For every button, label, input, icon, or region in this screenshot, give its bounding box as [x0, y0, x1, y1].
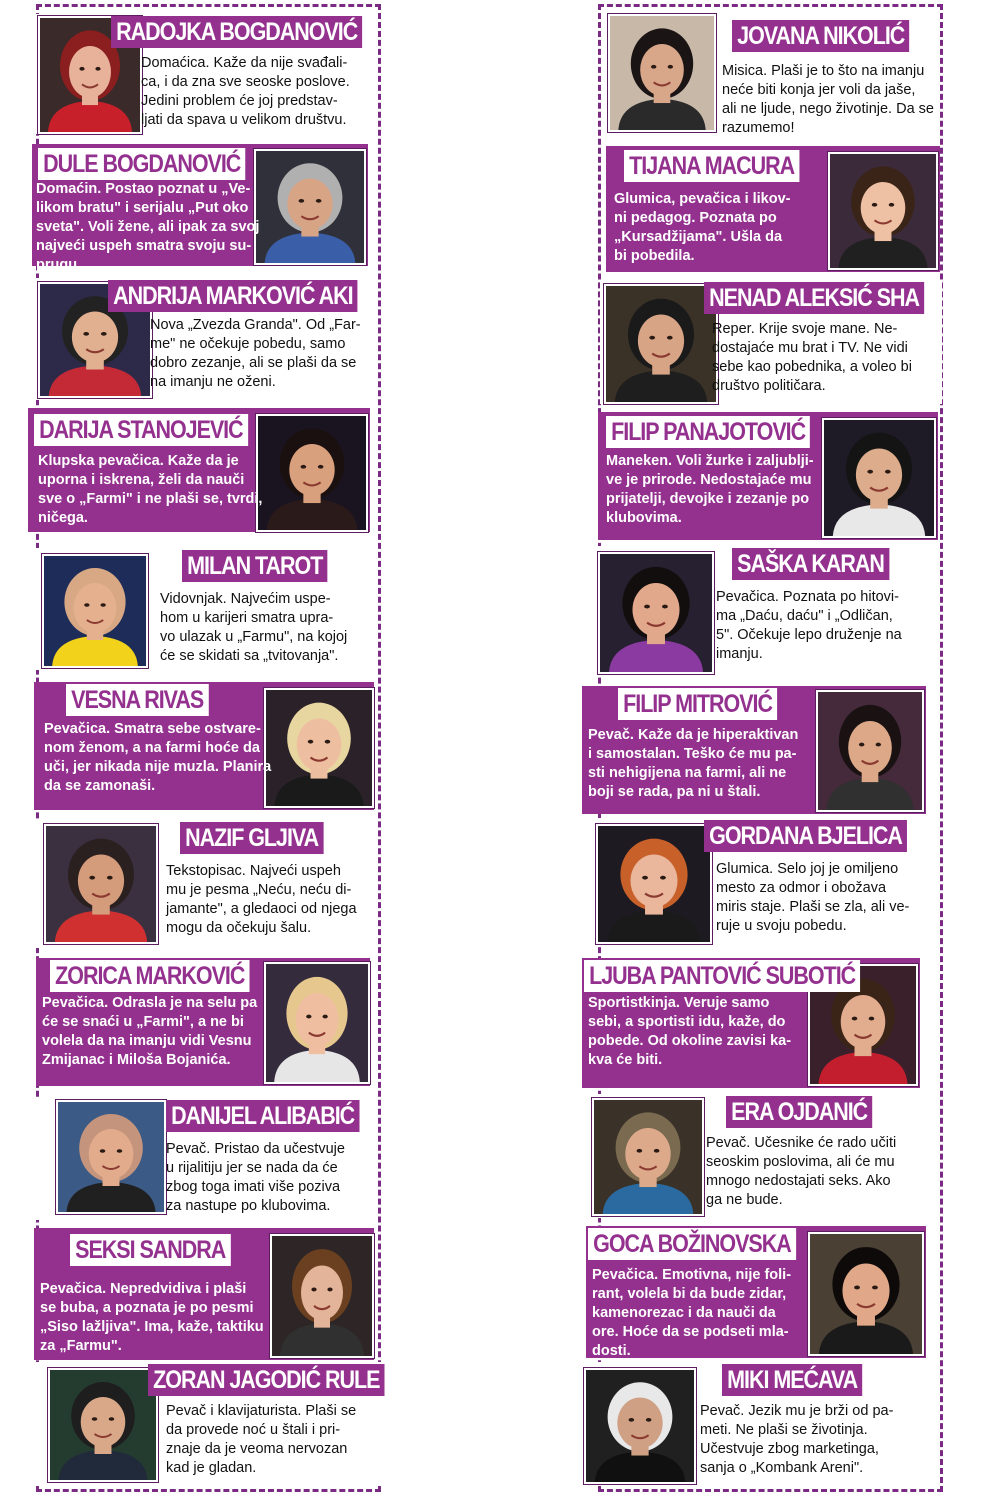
description-line: društvo političara.: [712, 378, 826, 394]
contestant-description: [606, 452, 814, 528]
contestant-name: DULE BOGDANOVIĆ: [38, 148, 245, 180]
description-line: dobro zezanje, ali se plaši da se: [150, 355, 357, 371]
description-line: mogu da očekuju šalu.: [166, 920, 312, 936]
contestant-name: DARIJA STANOJEVIĆ: [34, 414, 248, 446]
description-line: Učestvuje zbog marketinga,: [700, 1441, 879, 1457]
description-line: u rijalitiju jer se nada da će: [166, 1160, 338, 1176]
contestant-description: [166, 862, 357, 938]
contestant-photo: [42, 554, 148, 668]
contestant-name: MILAN TAROT: [182, 550, 327, 582]
contestant-photo: [598, 552, 714, 674]
description-line: jamante", a gledaoci od njega: [166, 901, 357, 917]
description-line: najveći uspeh smatra svoju su-: [36, 238, 252, 254]
contestant-description: [700, 1402, 893, 1478]
description-line: Glumica. Selo joj je omiljeno: [716, 861, 899, 877]
contestant-photo: [592, 1098, 704, 1216]
contestant-card: [582, 686, 926, 814]
contestant-name: RADOJKA BOGDANOVIĆ: [111, 16, 362, 48]
contestant-photo: [44, 824, 158, 944]
description-line: 5". Očekuje lepo druženje na: [716, 627, 902, 643]
description-line: Domaćica. Kaže da nije svađali-: [141, 55, 348, 71]
contestant-card: [32, 820, 370, 948]
contestant-card: [586, 1226, 926, 1358]
description-line: prijatelji, devojke i zezanje po: [606, 491, 810, 507]
contestant-description: [150, 316, 361, 392]
description-line: ljati da spava u velikom društvu.: [141, 112, 347, 128]
description-line: dostajaće mu brat i TV. Ne vidi: [712, 340, 908, 356]
description-line: hom u karijeri smatra upra-: [160, 610, 334, 626]
contestant-card: [606, 146, 940, 272]
description-line: kamenorezac i da nauči da: [592, 1305, 776, 1321]
description-line: neće biti konja jer voli da jaše,: [722, 82, 916, 98]
contestant-description: [588, 726, 798, 802]
contestant-card: [572, 1362, 914, 1486]
contestant-description: [614, 190, 791, 266]
contestant-name: ZORICA MARKOVIĆ: [50, 960, 249, 992]
description-line: da se zamonaši.: [44, 778, 156, 794]
contestant-description: [166, 1140, 345, 1216]
contestant-photo: [608, 14, 716, 132]
contestant-description: [160, 590, 347, 666]
contestant-description: [716, 860, 909, 936]
description-line: ali ne ljude, nego životinje. Da se: [722, 101, 934, 117]
contestant-description: [722, 62, 934, 138]
description-line: Pevač. Učesnike će rado učiti: [706, 1135, 897, 1151]
contestant-card: [36, 1362, 382, 1484]
description-line: Sportistkinja. Veruje samo: [588, 995, 770, 1011]
contestant-name: LJUBA PANTOVIĆ SUBOTIĆ: [584, 960, 860, 992]
contestant-description: [716, 588, 902, 664]
description-line: boji se rada, pa ni u štali.: [588, 784, 761, 800]
description-line: Vidovnjak. Najvećim uspe-: [160, 591, 331, 607]
contestant-name: DANIJEL ALIBABIĆ: [166, 1100, 359, 1132]
contestant-name: NAZIF GLJIVA: [180, 822, 323, 854]
description-line: Pevačica. Odrasla je na selu pa: [42, 995, 258, 1011]
description-line: sebi, a sportisti idu, kaže, do: [588, 1014, 786, 1030]
contestant-photo: [604, 284, 718, 404]
description-line: Pevačica. Poznata po hitovi-: [716, 589, 899, 605]
description-line: Pevač. Kaže da je hiperaktivan: [588, 727, 799, 743]
description-line: miris staje. Plaši se zla, ali ve-: [716, 899, 910, 915]
contestant-card: [34, 682, 374, 810]
contestant-description: [588, 994, 791, 1070]
contestant-photo: [822, 418, 936, 538]
contestant-name: GOCA BOŽINOVSKA: [588, 1228, 796, 1260]
description-line: se buba, a poznata je po pesmi: [40, 1300, 254, 1316]
description-line: ve je prirode. Nedostajaće mu: [606, 472, 812, 488]
description-line: uporna i iskrena, želi da nauči: [38, 472, 245, 488]
description-line: sebe kao pobednika, a voleo bi: [712, 359, 912, 375]
description-line: rant, volela bi da bude zidar,: [592, 1286, 787, 1302]
contestant-name: ERA OJDANIĆ: [726, 1096, 872, 1128]
contestant-card: [36, 14, 366, 134]
contestant-card: [34, 1228, 374, 1360]
description-line: mesto za odmor i obožava: [716, 880, 887, 896]
contestant-card: [34, 1098, 374, 1220]
contestant-photo: [270, 1234, 374, 1358]
description-line: Tekstopisac. Najveći uspeh: [166, 863, 341, 879]
contestant-photo: [828, 152, 938, 270]
description-line: bi pobedila.: [614, 248, 695, 264]
contestant-name: MIKI MEĆAVA: [722, 1364, 862, 1396]
contestant-card: [36, 958, 370, 1086]
description-line: razumemo!: [722, 120, 795, 136]
description-line: mu je pesma „Neću, neću di-: [166, 882, 352, 898]
contestant-card: [32, 144, 368, 273]
description-line: će se skidati sa „tvitovanja".: [160, 648, 339, 664]
contestant-card: [598, 412, 938, 540]
contestant-photo: [256, 414, 368, 532]
description-line: Reper. Krije svoje mane. Ne-: [712, 321, 898, 337]
description-line: nom ženom, a na farmi hoće da: [44, 740, 260, 756]
contestant-name: GORDANA BJELICA: [704, 820, 907, 852]
contestant-name: SEKSI SANDRA: [70, 1234, 230, 1266]
contestant-description: [42, 994, 257, 1070]
description-line: Pevač. Jezik mu je brži od pa-: [700, 1403, 894, 1419]
description-line: Misica. Plaši je to što na imanju: [722, 63, 925, 79]
description-line: ni pedagog. Poznata po: [614, 210, 777, 226]
contestant-name: SAŠKA KARAN: [732, 548, 889, 580]
description-line: znaje da je veoma nervozan: [166, 1441, 348, 1457]
description-line: dosti.: [592, 1343, 631, 1359]
description-line: Pevačica. Smatra sebe ostvare-: [44, 721, 261, 737]
description-line: Glumica, pevačica i likov-: [614, 191, 791, 207]
description-line: da provede noć u štali i pri-: [166, 1422, 341, 1438]
description-line: sanja o „Kombank Areni".: [700, 1460, 864, 1476]
description-line: kva će biti.: [588, 1052, 663, 1068]
description-line: volela da na imanju vidi Vesnu: [42, 1033, 252, 1049]
contestant-card: [600, 280, 942, 404]
description-line: imanju.: [716, 646, 763, 662]
description-line: Pevač i klavijaturista. Plaši se: [166, 1403, 357, 1419]
description-line: me" ne očekuje pobedu, samo: [150, 336, 346, 352]
description-line: kad je gladan.: [166, 1460, 257, 1476]
description-line: za „Farmu".: [40, 1338, 122, 1354]
description-line: Domaćin. Postao poznat u „Ve-: [36, 181, 251, 197]
description-line: i samostalan. Teško će mu pa-: [588, 746, 797, 762]
description-line: Zmijanac i Miloša Bojanića.: [42, 1052, 231, 1068]
contestant-description: [166, 1402, 356, 1478]
description-line: seoskim poslovima, ali će mu: [706, 1154, 895, 1170]
description-line: na imanju ne oženi.: [150, 374, 276, 390]
contestant-card: [582, 958, 920, 1088]
description-line: sti nehigijena na farmi, ali ne: [588, 765, 787, 781]
contestant-card: [592, 546, 936, 676]
description-line: sveta". Voli žene, ali ipak za svoj: [36, 219, 260, 235]
contestant-photo: [264, 962, 370, 1084]
description-line: Pevačica. Nepredvidiva i plaši: [40, 1281, 247, 1297]
description-line: ca, i da zna sve seoske poslove.: [141, 74, 350, 90]
description-line: ruje u svoju pobedu.: [716, 918, 847, 934]
contestant-name: TIJANA MACURA: [624, 150, 799, 182]
contestant-description: [38, 452, 262, 528]
description-line: meti. Ne plaši se životinja.: [700, 1422, 868, 1438]
contestant-photo: [48, 1368, 158, 1482]
description-line: Maneken. Voli žurke i zaljublji-: [606, 453, 814, 469]
contestant-description: [592, 1266, 791, 1361]
description-line: vo ulazak u „Farmu", na kojoj: [160, 629, 348, 645]
contestant-card: [592, 818, 932, 946]
contestant-description: [36, 180, 259, 275]
description-line: Pevačica. Emotivna, nije foli-: [592, 1267, 792, 1283]
description-line: zbog toga imati više poziva: [166, 1179, 341, 1195]
contestant-card: [30, 278, 372, 400]
description-line: Klupska pevačica. Kaže da je: [38, 453, 239, 469]
description-line: ore. Hoće da se podseti mla-: [592, 1324, 789, 1340]
contestant-name: FILIP MITROVIĆ: [618, 688, 777, 720]
contestant-photo: [264, 688, 374, 808]
contestant-photo: [254, 149, 366, 265]
description-line: likom bratu" i serijalu „Put oko: [36, 200, 249, 216]
contestant-card: [28, 408, 370, 532]
description-line: ga ne bude.: [706, 1192, 783, 1208]
description-line: za nastupe po klubovima.: [166, 1198, 331, 1214]
contestant-photo: [584, 1368, 696, 1484]
contestant-photo: [56, 1100, 166, 1214]
contestant-photo: [596, 824, 712, 944]
contestant-name: ZORAN JAGODIĆ RULE: [148, 1364, 385, 1396]
contestant-name: JOVANA NIKOLIĆ: [732, 20, 909, 52]
description-line: Nova „Zvezda Granda". Od „Far-: [150, 317, 361, 333]
description-line: klubovima.: [606, 510, 682, 526]
contestant-description: [706, 1134, 896, 1210]
contestant-description: [44, 720, 271, 796]
description-line: Jedini problem će joj predstav-: [141, 93, 338, 109]
contestant-description: [141, 54, 350, 130]
contestant-name: VESNA RIVAS: [66, 684, 208, 716]
description-line: pobede. Od okoline zavisi ka-: [588, 1033, 792, 1049]
contestant-card: [36, 548, 372, 670]
description-line: će se snaći u „Farmi", a ne bi: [42, 1014, 244, 1030]
contestant-name: NENAD ALEKSIĆ SHA: [704, 282, 924, 314]
description-line: „Siso lažljiva". Ima, kaže, taktiku: [40, 1319, 264, 1335]
description-line: uči, jer nikada nije muzla. Planira: [44, 759, 272, 775]
contestant-photo: [808, 1232, 924, 1356]
contestant-photo: [816, 690, 924, 812]
contestant-card: [588, 1094, 928, 1218]
contestant-name: ANDRIJA MARKOVIĆ AKI: [108, 280, 358, 312]
description-line: ma „Daću, daću" i „Odličan,: [716, 608, 893, 624]
contestant-description: [40, 1280, 264, 1356]
description-line: „Kursadžijama". Ušla da: [614, 229, 783, 245]
description-line: ničega.: [38, 510, 88, 526]
description-line: prugu.: [36, 257, 82, 273]
contestant-description: [712, 320, 912, 396]
description-line: sve o „Farmi" i ne plaši se, tvrdi,: [38, 491, 263, 507]
description-line: mnogo nedostajati seks. Ako: [706, 1173, 891, 1189]
description-line: Pevač. Pristao da učestvuje: [166, 1141, 345, 1157]
contestant-name: FILIP PANAJOTOVIĆ: [606, 416, 810, 448]
contestant-card: [604, 10, 938, 134]
